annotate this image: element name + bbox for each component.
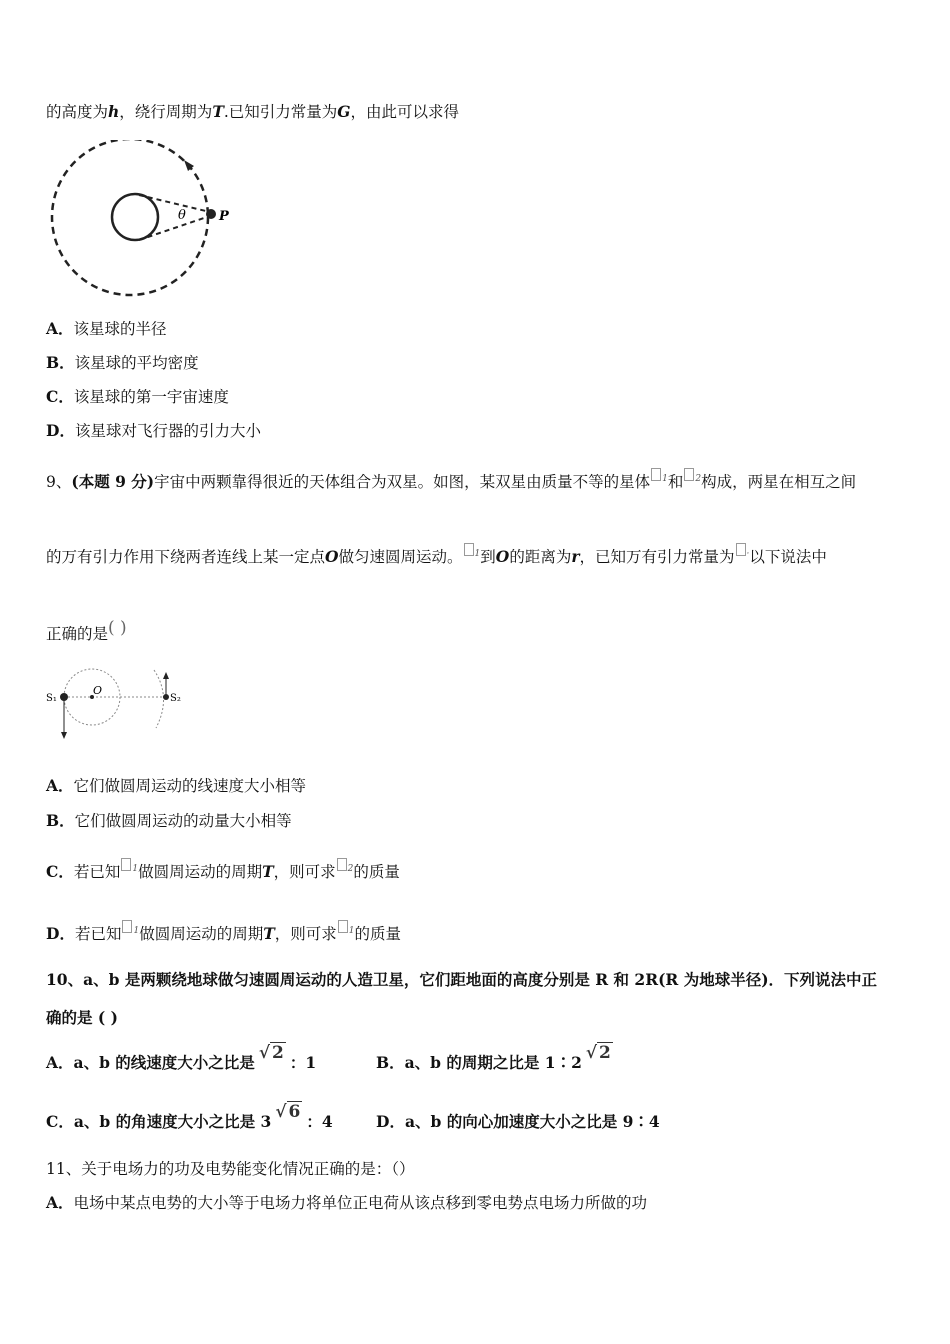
q10-option-d[interactable]: D．a、b 的向心加速度大小之比是 9∶4 bbox=[376, 1112, 660, 1131]
q9-option-b[interactable]: B．它们做圆周运动的动量大小相等 bbox=[46, 811, 292, 830]
o-label: O bbox=[93, 684, 103, 697]
q8-option-a[interactable]: A．该星球的半径 bbox=[46, 319, 167, 338]
s1-label: S₁ bbox=[46, 693, 57, 704]
q10-stem-line1: 10、a、b 是两颗绕地球做匀速圆周运动的人造卫星，它们距地面的高度分别是 R 和 2R(R 为地球半径)．下列说法中正 bbox=[46, 970, 878, 989]
q9-stem-line1: 9、(本题 9 分)宇宙中两颗靠得很近的天体组合为双星。如图，某双星由质量不等的星体 $^1$和 $^2$构成，两星在相互之间 bbox=[46, 468, 856, 492]
q10-option-b[interactable]: B．a、b 的周期之比是 1∶2 √ 2 bbox=[376, 1043, 611, 1072]
q9-option-d[interactable]: D．若已知 $^1$做圆周运动的周期T，则可求 $^1$的质量 bbox=[46, 920, 401, 944]
q11-stem: 11、关于电场力的功及电势能变化情况正确的是：（） bbox=[46, 1160, 415, 1178]
p-label: P bbox=[219, 209, 229, 224]
q9-stem-line3: 正确的是( ) bbox=[46, 618, 127, 644]
q10-stem-line2: 确的是 ( ) bbox=[46, 1008, 118, 1027]
q9-option-a[interactable]: A．它们做圆周运动的线速度大小相等 bbox=[46, 776, 307, 795]
q8-option-c[interactable]: C．该星球的第一宇宙速度 bbox=[46, 387, 229, 406]
theta-label: θ bbox=[178, 208, 186, 223]
q11-option-a[interactable]: A．电场中某点电势的大小等于电场力将单位正电荷从该点移到零电势点电场力所做的功 bbox=[46, 1193, 648, 1212]
q8-orbit-figure bbox=[48, 140, 238, 305]
q8-stem: 的高度为h，绕行周期为T.已知引力常量为G，由此可以求得 bbox=[46, 102, 460, 121]
q8-option-d[interactable]: D．该星球对飞行器的引力大小 bbox=[46, 421, 261, 440]
q8-option-b[interactable]: B．该星球的平均密度 bbox=[46, 353, 199, 372]
s2-label: S₂ bbox=[170, 693, 181, 704]
q9-option-c[interactable]: C．若已知 $^1$做圆周运动的周期T，则可求 $^2$的质量 bbox=[46, 858, 400, 882]
q10-option-a[interactable]: A．a、b 的线速度大小之比是 √ 2 ：1 bbox=[46, 1043, 317, 1072]
planet bbox=[112, 194, 158, 240]
probe-point bbox=[206, 209, 216, 219]
q9-stem-line2: 的万有引力作用下绕两者连线上某一定点O做匀速圆周运动。 $^1$到O的距离为r，已知万有引力常量为 ·以下说法中 bbox=[46, 543, 827, 567]
q9-binary-figure bbox=[44, 666, 194, 742]
q10-option-c[interactable]: C．a、b 的角速度大小之比是 3 √ 6 ：4 bbox=[46, 1102, 333, 1131]
